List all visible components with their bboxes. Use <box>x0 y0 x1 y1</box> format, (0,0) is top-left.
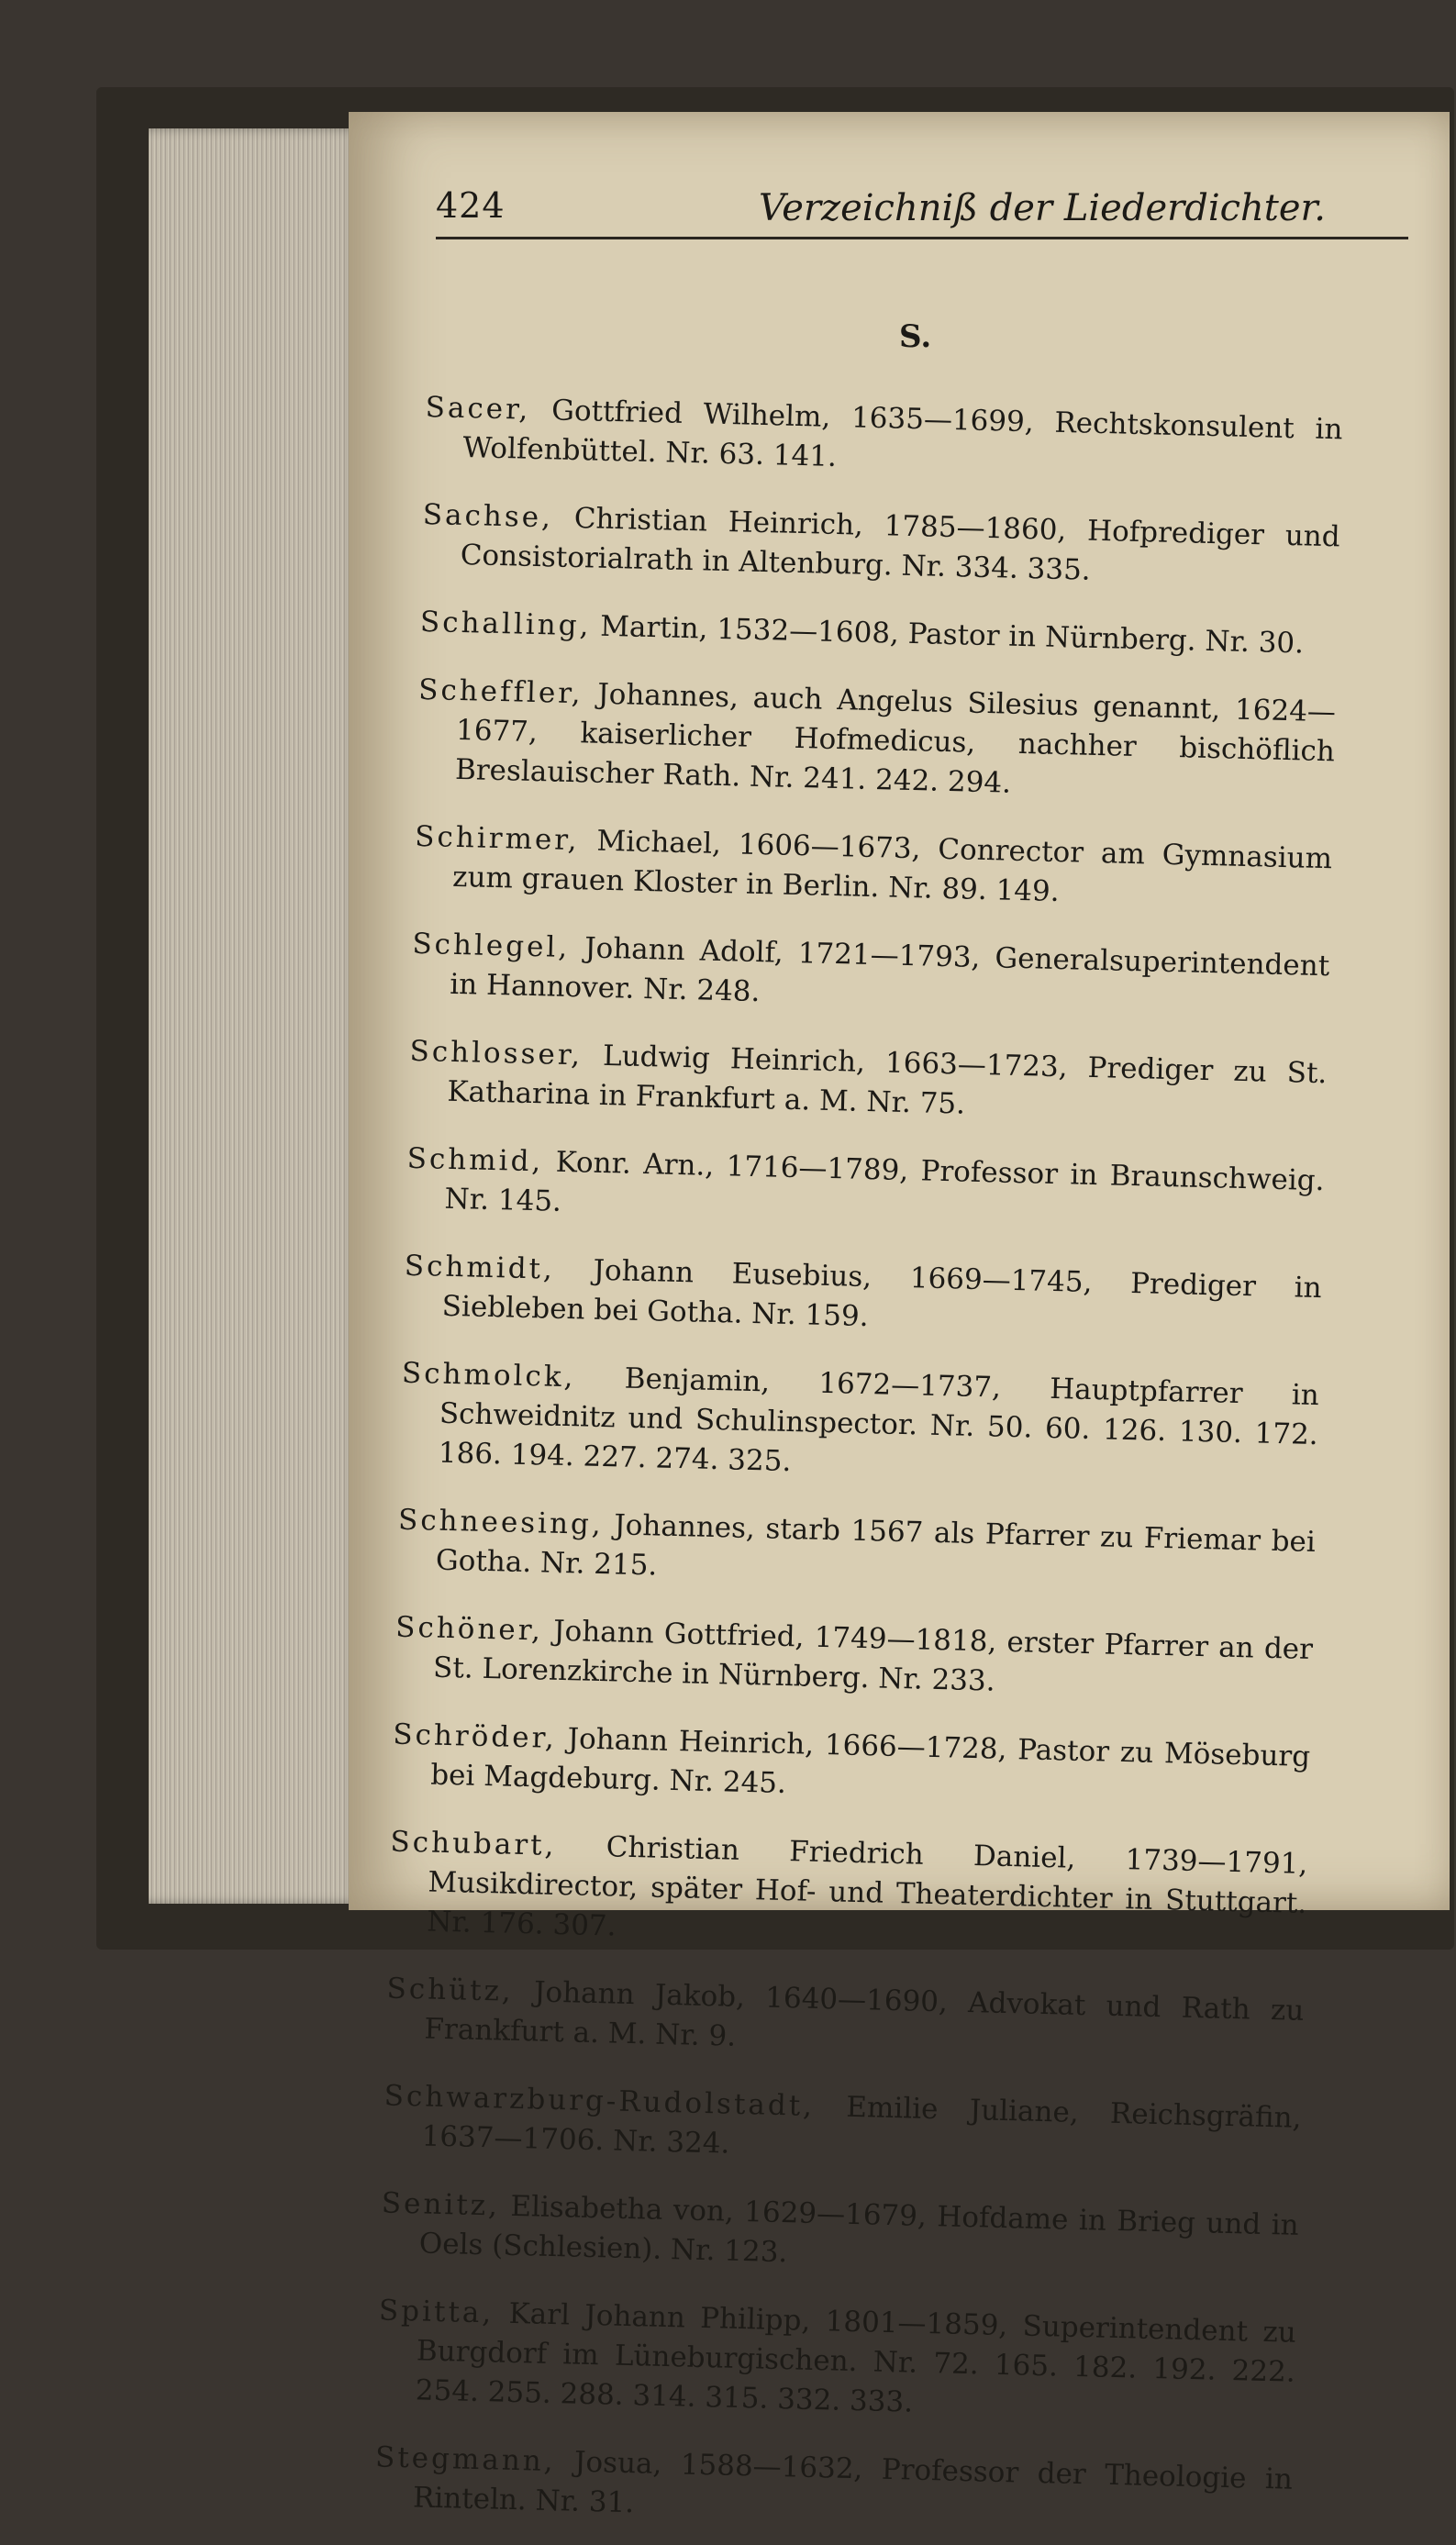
poet-details: Ludwig Heinrich, 1663—1723, Prediger zu St. Katharina in Frankfurt a. M. Nr. 75. <box>447 1039 1328 1121</box>
poet-details: Johann Adolf, 1721—1793, Generalsuperintendent in Hannover. Nr. 248. <box>449 931 1330 1009</box>
list-item <box>380 2184 1299 2284</box>
list-item <box>408 1032 1328 1133</box>
list-item <box>411 925 1330 1026</box>
poet-name: Schlosser, <box>409 1034 584 1072</box>
list-item <box>414 817 1333 918</box>
list-item <box>406 1139 1325 1240</box>
poet-details: Gottfried Wilhelm, 1635—1699, Rechtskonsulent in Wolfenbüttel. Nr. 63. 141. <box>462 394 1343 473</box>
poet-details: Johann Gottfried, 1749—1818, erster Pfarrer an der St. Lorenzkirche in Nürnberg. Nr. 233. <box>432 1614 1314 1698</box>
poet-name: Schöner, <box>395 1610 544 1648</box>
running-title: Verzeichniß der Liederdichter. <box>759 187 1326 229</box>
list-item <box>383 2076 1302 2177</box>
poet-name: Schmidt, <box>404 1249 556 1286</box>
poet-name: Schubart, <box>390 1825 557 1862</box>
list-item <box>424 388 1343 489</box>
poet-details: Christian Friedrich Daniel, 1739—1791, Musikdirector, später Hof- und Theaterdichter in Stuttgart. Nr. 176. 307. <box>426 1830 1308 1943</box>
poet-details: Michael, 1606—1673, Conrector am Gymnasium zum grauen Kloster in Berlin. Nr. 89. 149. <box>451 824 1333 909</box>
poet-name: Spitta, <box>378 2294 495 2330</box>
poet-details: Johann Heinrich, 1666—1728, Pastor zu Möseburg bei Magdeburg. Nr. 245. <box>429 1722 1311 1801</box>
list-item <box>385 1969 1305 2070</box>
poet-name: Sachse, <box>422 497 554 535</box>
poet-name: Schmid, <box>406 1141 544 1179</box>
header-rule <box>436 237 1408 239</box>
poet-name: Sacer, <box>425 390 531 427</box>
poet-name: Stegmann, <box>374 2440 557 2479</box>
poet-name: Schalling, <box>419 605 592 643</box>
list-item <box>417 671 1337 811</box>
poet-name: Schütz, <box>386 1972 515 2008</box>
poet-details: Josua, 1588—1632, Professor der Theologie in Rinteln. Nr. 31. <box>412 2445 1294 2520</box>
page-number: 424 <box>436 185 506 226</box>
page-edges <box>149 128 360 1904</box>
poet-details: Konr. Arn., 1716—1789, Professor in Braunschweig. Nr. 145. <box>444 1145 1325 1218</box>
poet-name: Schwarzburg-Rudolstadt, <box>383 2079 816 2123</box>
poet-name: Schirmer, <box>414 819 580 858</box>
list-item <box>374 2438 1294 2539</box>
poet-name: Schmolck, <box>401 1356 576 1395</box>
poet-name: Scheffler, <box>417 672 584 711</box>
list-item <box>419 603 1338 664</box>
poet-list <box>373 360 1343 2545</box>
list-item <box>421 495 1340 596</box>
book-page <box>349 112 1450 2520</box>
list-item <box>388 1823 1308 1963</box>
poet-details: Johannes, auch Angelus Silesius genannt, 1624—1677, kaiserlicher Hofmedicus, nachher bischöflich Breslauischer Rath. Nr. 241. 242. 294. <box>454 677 1337 800</box>
poet-details: Johannes, starb 1567 als Pfarrer zu Friemar bei Gotha. Nr. 215. <box>435 1508 1317 1583</box>
poet-name: Senitz, <box>381 2186 501 2223</box>
poet-details: Christian Heinrich, 1785—1860, Hofprediger und Consistorialrath in Altenburg. Nr. 334. 335. <box>460 501 1341 587</box>
poet-details: Elisabetha von, 1629—1679, Hofdame in Brieg und in Oels (Schlesien). Nr. 123. <box>418 2189 1300 2270</box>
poet-details: Emilie Juliane, Reichsgräfin, 1637—1706. Nr. 324. <box>421 2090 1302 2161</box>
poet-name: Schröder, <box>392 1717 558 1755</box>
list-item <box>395 1608 1314 1709</box>
list-item <box>399 1354 1319 1495</box>
list-item <box>397 1501 1317 1602</box>
poet-details: Martin, 1532—1608, Pastor in Nürnberg. Nr. 30. <box>599 609 1305 661</box>
poet-name: Schlegel, <box>411 927 571 965</box>
list-item <box>376 2291 1296 2431</box>
page-header <box>436 178 1408 251</box>
poet-details: Karl Johann Philipp, 1801—1859, Superintendent zu Burgdorf im Lüneburgischen. Nr. 72. 165. 182. 192. 222. 254. 255. 288. 314. 315. 332. 333. <box>415 2296 1297 2419</box>
list-item <box>403 1247 1322 1348</box>
list-item <box>392 1716 1311 1817</box>
poet-name: Schneesing, <box>397 1503 605 1542</box>
poet-details: Benjamin, 1672—1737, Hauptpfarrer in Schweidnitz und Schulinspector. Nr. 50. 60. 126. 130. 172. 186. 194. 227. 274. 325. <box>438 1361 1320 1479</box>
poet-details: Johann Eusebius, 1669—1745, Prediger in Siebleben bei Gotha. Nr. 159. <box>441 1253 1323 1334</box>
section-letter: S. <box>899 318 932 355</box>
poet-details: Johann Jakob, 1640—1690, Advokat und Rath zu Frankfurt a. M. Nr. 9. <box>424 1975 1305 2053</box>
